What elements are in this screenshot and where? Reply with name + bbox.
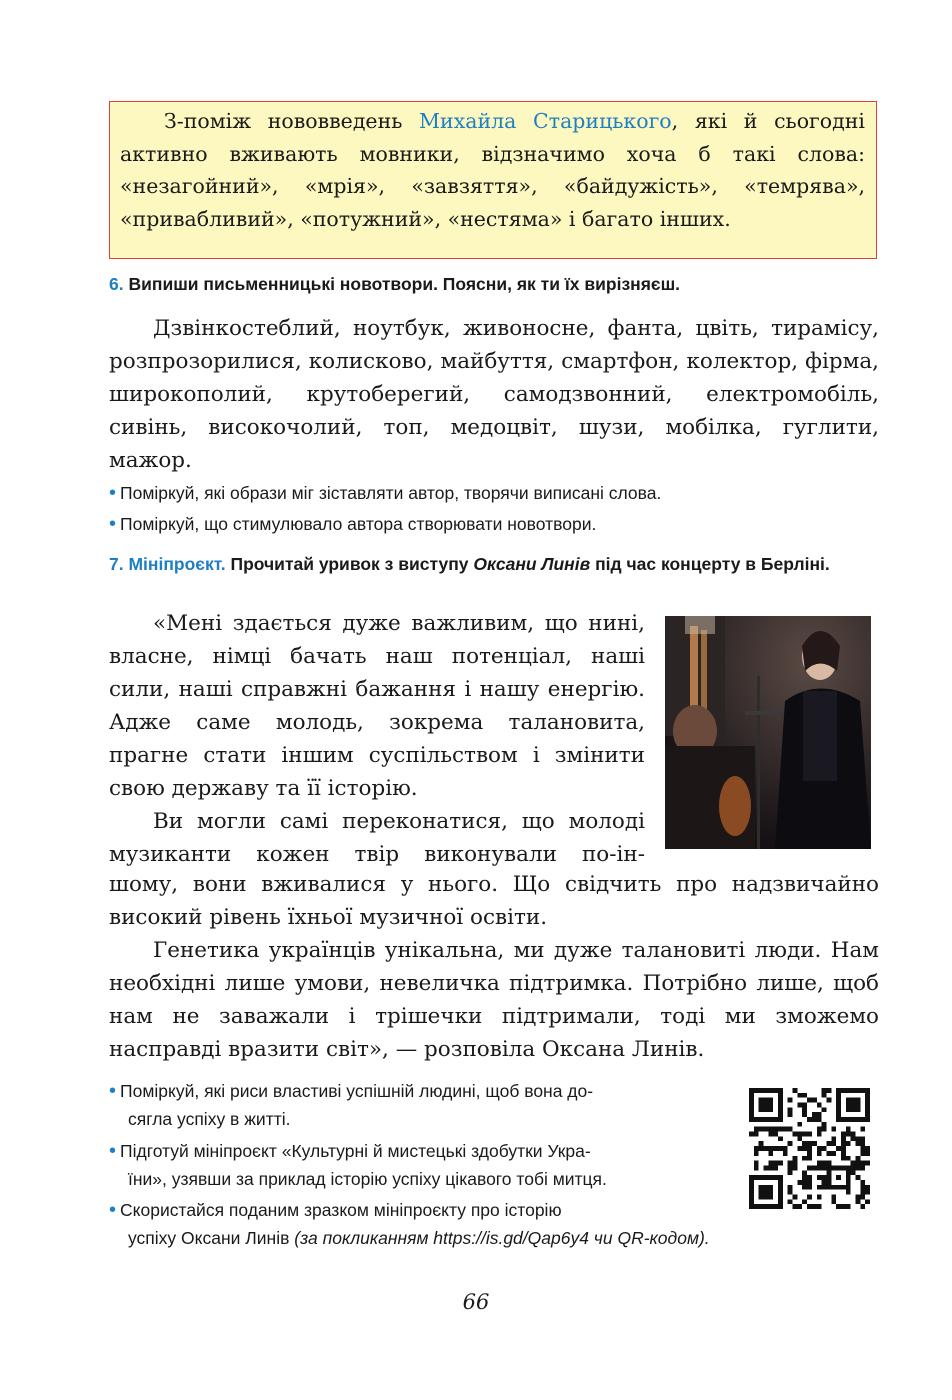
quote-paragraph-2-bottom: шому, вони вживалися у нього. Що свідчить про надзвичайно високий рівень їхньої музичної освіти. — [109, 872, 879, 930]
task-number: 6. — [109, 274, 124, 294]
author-name: Михайла Старицького — [419, 109, 672, 133]
quote-paragraph-2-top: Ви могли самі переконатися, що молоді музиканти кожен твір виконували по-ін- — [109, 809, 645, 867]
quote-paragraph-1: «Мені здається дуже важливим, що нині, власне, німці бачать наш потенціал, наші сили, наші справжні бажання і нашу енергію. Адже саме молодь, зокрема талановита, прагне стати іншим суспільством і змінити свою державу та її історію. Ви могли самі переконатися, що молоді музиканти кожен твір виконували по-ін- — [109, 607, 645, 871]
task-6-heading — [109, 271, 879, 297]
task-7-bullet-2: • Підготуй мініпроєкт «Культурні й мистецькі здобутки Укра- їни», узявши за приклад історію успіху цікавого тобі митця. — [109, 1140, 607, 1189]
concert-photo — [665, 616, 871, 849]
person-name: Оксани Линів — [473, 554, 591, 574]
qr-code-icon — [749, 1088, 870, 1209]
bullet-icon: • — [109, 1199, 117, 1221]
qr-link-text: (за покликанням https://is.gd/Qap6y4 чи QR-кодом). — [294, 1228, 710, 1248]
task-number: 7. — [109, 554, 124, 574]
task-7-bullet-3: • Скористайся поданим зразком мініпроєкту про історію успіху Оксани Линів (за покликанням https://is.gd/Qap6y4 чи QR-кодом). — [109, 1199, 710, 1248]
task-7-heading: 7. Мініпроєкт. Прочитай уривок з виступу Оксани Линів під час концерту в Берліні. — [109, 554, 830, 574]
quote-paragraph-3: Генетика українців унікальна, ми дуже талановиті люди. Нам необхідні лише умови, невеличка підтримка. Потрібно лише, щоб нам не заважали і трішечки підтримали, тоді ми зможемо насправді вразити світ», — розповіла Оксана Линів. — [109, 938, 879, 1062]
task-6-bullet-2: • Поміркуй, що стимулювало автора створювати новотвори. — [109, 513, 597, 535]
bullet-icon: • — [109, 482, 117, 504]
info-box — [109, 101, 877, 259]
bullet-icon: • — [109, 1140, 117, 1162]
page-number: 66 — [462, 1290, 490, 1314]
info-box-text: З-поміж нововведень Михайла Старицького, які й сьогодні активно вживають мовники, відзначимо хоча б такі слова: «незагойний», «мрія», «завзяття», «байдужість», «темрява», «привабливий», «потужний», «нестяма» і багато інших. — [120, 109, 865, 231]
task-6-bullet-1: • Поміркуй, які образи міг зіставляти автор, творячи виписані слова. — [109, 482, 662, 504]
task-label: Мініпроєкт. — [128, 554, 226, 574]
qr-code[interactable] — [749, 1088, 870, 1209]
task-6-words: Дзвінкостеблий, ноутбук, живоносне, фанта, цвіть, тирамісу, розпрозорилися, колисково, майбуття, смартфон, колектор, фірма, широкополий, крутоберегий, самодзвонний, електромобіль, сивінь, високочолий, топ, медоцвіт, шузи, мобілка, гуглити, мажор. — [109, 316, 879, 473]
bullet-icon: • — [109, 1080, 117, 1102]
bullet-icon: • — [109, 513, 117, 535]
concert-photo-image — [665, 616, 871, 849]
task-7-bullet-1: • Поміркуй, які риси властиві успішній людині, щоб вона до- сягла успіху в житті. — [109, 1080, 594, 1129]
task-text: Випиши письменницькі новотвори. Поясни, як ти їх вирізняєш. — [128, 274, 681, 294]
